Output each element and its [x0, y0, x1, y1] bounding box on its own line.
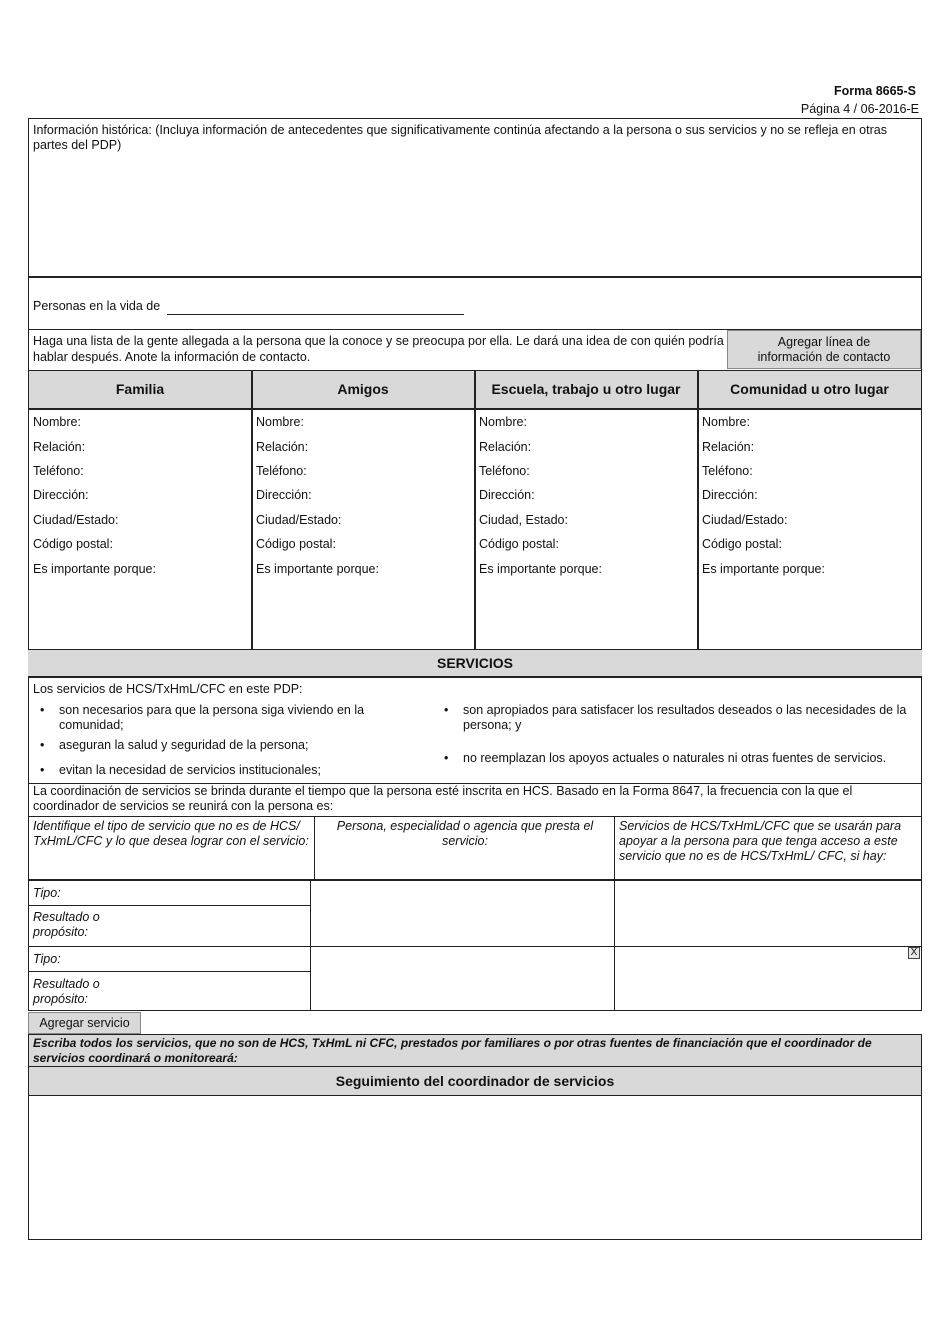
amigos-importante[interactable]: Es importante porque: — [256, 562, 379, 576]
service-type-header: Identifique el tipo de servicio que no es de HCS/ TxHmL/CFC y lo que desea lograr con el servicio: — [33, 819, 309, 848]
add-service-button[interactable]: Agregar servicio — [28, 1012, 141, 1034]
service-row-2-resultado[interactable]: Resultado o propósito: — [33, 977, 100, 1006]
historical-info-label: Información histórica: (Incluya información de antecedentes que significativamente continúa afectando a la persona o sus servicios y no se refleja en otras partes del PDP) — [33, 123, 887, 152]
familia-ciudad[interactable]: Ciudad/Estado: — [33, 513, 119, 527]
familia-relacion[interactable]: Relación: — [33, 440, 86, 454]
people-name-line[interactable] — [167, 314, 464, 315]
form-number: Forma 8665-S — [834, 84, 916, 98]
comunidad-codigo[interactable]: Código postal: — [702, 537, 782, 551]
familia-direccion[interactable]: Dirección: — [33, 488, 89, 502]
service-provider-header: Persona, especialidad o agencia que presta el servicio: — [336, 819, 594, 848]
amigos-codigo[interactable]: Código postal: — [256, 537, 336, 551]
comunidad-direccion[interactable]: Dirección: — [702, 488, 758, 502]
escuela-ciudad[interactable]: Ciudad, Estado: — [479, 513, 568, 527]
comunidad-importante[interactable]: Es importante porque: — [702, 562, 825, 576]
services-note: Escriba todos los servicios, que no son de HCS, TxHmL ni CFC, prestados por familiares o por otras fuentes de financiación que el coordinador de servicios coordinará o monitoreará: — [33, 1036, 872, 1065]
remove-service-button[interactable]: X — [908, 947, 920, 959]
services-title: SERVICIOS — [437, 655, 513, 671]
people-label: Personas en la vida de — [33, 299, 161, 313]
amigos-direccion[interactable]: Dirección: — [256, 488, 312, 502]
add-contact-button[interactable]: Agregar línea de información de contacto — [727, 330, 921, 369]
amigos-telefono[interactable]: Teléfono: — [256, 464, 307, 478]
service-support-header: Servicios de HCS/TxHmL/CFC que se usarán para apoyar a la persona para que tenga acceso a este servicio que no es de HCS/TxHmL/ CFC, si hay: — [619, 819, 902, 863]
familia-codigo[interactable]: Código postal: — [33, 537, 113, 551]
coordination-text: La coordinación de servicios se brinda durante el tiempo que la persona esté inscrita en HCS. Basado en la Forma 8647, la frecuencia con la que el coordinador de servicios se reunirá con la persona es: — [33, 784, 853, 813]
services-intro: Los servicios de HCS/TxHmL/CFC en este PDP: — [33, 682, 303, 696]
comunidad-relacion[interactable]: Relación: — [702, 440, 755, 454]
service-row-1-tipo[interactable]: Tipo: — [33, 886, 61, 900]
col-header-comunidad: Comunidad u otro lugar — [730, 381, 889, 397]
comunidad-telefono[interactable]: Teléfono: — [702, 464, 753, 478]
col-header-escuela: Escuela, trabajo u otro lugar — [491, 381, 681, 397]
escuela-importante[interactable]: Es importante porque: — [479, 562, 602, 576]
escuela-codigo[interactable]: Código postal: — [479, 537, 559, 551]
followup-title: Seguimiento del coordinador de servicios — [335, 1073, 615, 1089]
service-row-1-resultado[interactable]: Resultado o propósito: — [33, 910, 100, 939]
col-header-familia: Familia — [115, 381, 165, 397]
amigos-nombre[interactable]: Nombre: — [256, 415, 304, 429]
col-header-amigos: Amigos — [337, 381, 389, 397]
comunidad-ciudad[interactable]: Ciudad/Estado: — [702, 513, 788, 527]
page-info: Página 4 / 06-2016-E — [800, 102, 919, 116]
historical-info-box[interactable] — [28, 118, 922, 276]
service-row-2-tipo[interactable]: Tipo: — [33, 952, 61, 966]
familia-importante[interactable]: Es importante porque: — [33, 562, 156, 576]
escuela-telefono[interactable]: Teléfono: — [479, 464, 530, 478]
escuela-nombre[interactable]: Nombre: — [479, 415, 527, 429]
comunidad-nombre[interactable]: Nombre: — [702, 415, 750, 429]
escuela-direccion[interactable]: Dirección: — [479, 488, 535, 502]
familia-telefono[interactable]: Teléfono: — [33, 464, 84, 478]
people-instructions: Haga una lista de la gente allegada a la persona que la conoce y se preocupa por ella. Le dará una idea de con quién podría hablar después. Anote la información de contacto. — [33, 334, 724, 364]
followup-area[interactable] — [28, 1095, 922, 1240]
amigos-relacion[interactable]: Relación: — [256, 440, 309, 454]
amigos-ciudad[interactable]: Ciudad/Estado: — [256, 513, 342, 527]
people-section — [28, 276, 922, 330]
familia-nombre[interactable]: Nombre: — [33, 415, 81, 429]
escuela-relacion[interactable]: Relación: — [479, 440, 532, 454]
